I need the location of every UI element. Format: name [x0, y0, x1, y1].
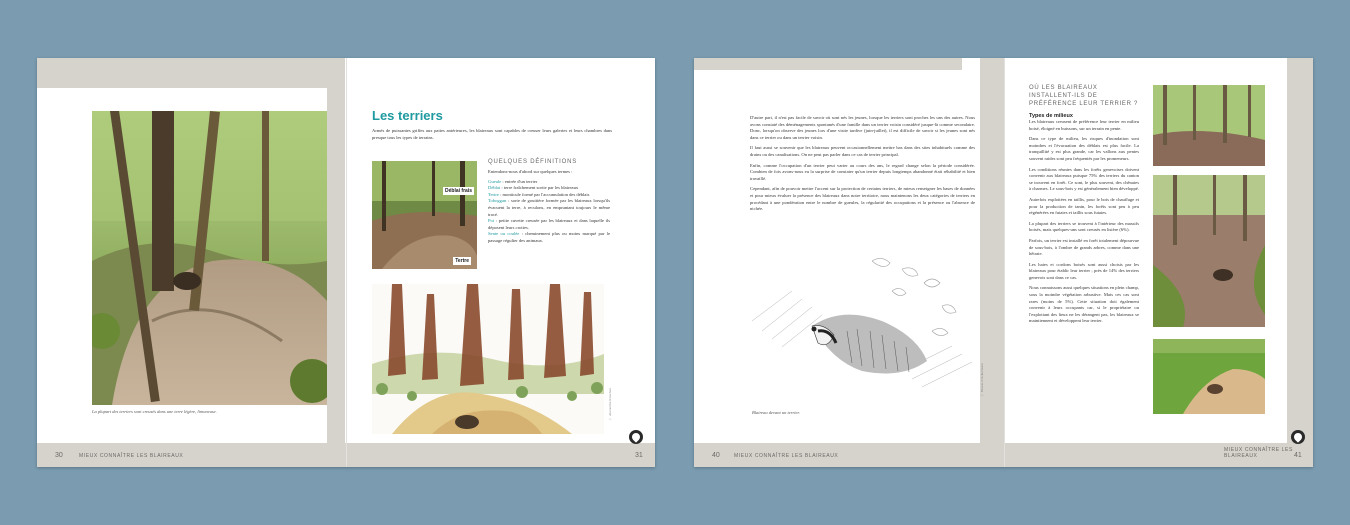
body-paragraph: La plupart des terriers se trouvent à l'intérieur des massifs boisés, mais quelques-uns sont creusés en lisière (6%). — [1029, 220, 1139, 233]
definition-text: : petite cuvette creusée par les blaireaux et dans laquelle ils déposent leurs crottes. — [488, 218, 610, 230]
meadow-burrow-photo — [1153, 339, 1265, 414]
definition-term: Gueule — [488, 178, 502, 184]
body-paragraph: Dans ce type de milieu, les risques d'inondation sont moindres et l'évacuation des déblais est plus facile. La tranquillité y est plus grande, car les vallons aux pentes souvent raides sont peu fréquentés par les promeneurs. — [1029, 136, 1139, 161]
definition-item — [488, 192, 610, 199]
burrow-watercolor-illustration — [372, 284, 604, 434]
section-heading: OÙ LES BLAIREAUX INSTALLENT-ILS DE PRÉFÉRENCE LEUR TERRIER ? — [1029, 85, 1139, 107]
running-head: MIEUX CONNAÎTRE LES BLAIREAUX — [1224, 447, 1293, 459]
definition-item — [488, 218, 610, 231]
intro-paragraph: Armés de puissantes griffes aux pattes antérieures, les blaireaux sont capables de creuser leurs galeries et leurs chambres dans presque tous les types de terrains. — [372, 128, 612, 140]
page-frame-top — [694, 58, 962, 70]
section-title: Les terriers — [372, 108, 443, 123]
publisher-logo-icon — [629, 430, 643, 444]
photo-label-deblai: Déblai frais — [445, 188, 472, 194]
page-frame-top — [37, 58, 327, 88]
book-gutter — [346, 58, 347, 467]
definition-item — [488, 185, 610, 192]
illustration-credit: © Alexandra Krischan — [608, 388, 612, 421]
definitions-intro: Entendons-nous d'abord sur quelques termes : — [488, 169, 573, 174]
definition-text: : entrée d'un terrier — [501, 178, 538, 184]
badger-pencil-sketch — [752, 251, 977, 403]
body-paragraph: D'autre part, il n'est pas facile de savoir où sont nés les jeunes, lorsque les terriers sont proches les uns des autres. Nous avons constaté des déménagements spontanés d'une famille dans un terrier voisin considéré jusque-là comme secondaire. Donc, lorsqu'on observe des jeunes lors d'une visite tardive (juin-juillet), il est difficile de savoir si les jeunes sont nés dans ce terrier ou dans un terrier voisin. — [750, 115, 975, 140]
body-paragraph: Les conditions réunies dans les forêts genevoises doivent convenir aux blaireaux puisque 75% des terriers du canton se trouvent en forêt. Ce sont, le plus souvent, des chênaies à charmes. Le sous-bois y est généralement bien développé. — [1029, 166, 1139, 192]
beech-forest-photo — [1153, 85, 1265, 166]
body-paragraph: Les haies et cordons boisés sont aussi choisis par les blaireaux pour établir leur terrier ; près de 14% des terriers genevois sont dans ce cas. — [1029, 261, 1139, 280]
page-number: 41 — [1294, 452, 1302, 459]
definition-item — [488, 179, 610, 186]
page-frame-side — [1287, 58, 1313, 467]
definition-term: Déblai — [488, 185, 501, 191]
burrow-soil-photo — [372, 161, 477, 269]
page-frame-side — [327, 58, 345, 467]
page-number: 31 — [635, 452, 643, 459]
body-text-column — [750, 115, 975, 217]
definition-item — [488, 231, 610, 244]
sketch-credit: © Dessin d'Ackermann — [980, 363, 984, 397]
definition-text: : cheminement plus ou moins marqué par le passage régulier des animaux. — [488, 231, 610, 243]
definition-term: Pot — [488, 218, 495, 224]
photo-caption: La plupart des terriers sont creusés dans une terre légère, limoneuse. — [92, 409, 217, 414]
book-spread-right — [694, 58, 1313, 467]
book-spread-left — [37, 58, 655, 467]
definition-text: : terre fraîchement sortie par les blaireaux — [500, 185, 579, 191]
body-paragraph: Les blaireaux creusent de préférence leur terrier en milieu boisé, éloigné en buissons, sur un terrain en pente. — [1029, 119, 1139, 131]
burrow-slope-photo — [1153, 175, 1265, 327]
definition-text: : monticule formé par l'accumulation des déblais — [498, 191, 590, 197]
definitions-block — [488, 159, 610, 245]
publisher-logo-icon — [1291, 430, 1305, 444]
page-number: 30 — [55, 452, 63, 459]
sketch-caption: Blaireau devant un terrier. — [752, 410, 800, 415]
body-paragraph: Il faut aussi se souvenir que les blaireaux peuvent occasionnellement mettre bas dans des sites inhabituels comme des drains ou des canalisations. On ne peut pas parler dans ce cas de terrier principal. — [750, 145, 975, 157]
definition-term: Sente ou coulée — [488, 231, 520, 237]
page-frame-side — [980, 58, 1004, 467]
book-gutter — [1004, 58, 1005, 467]
body-paragraph: Enfin, comme l'occupation d'un terrier peut varier au cours des ans, le regard change selon la période considérée. Combien de fois avons-nous eu la surprise de constater qu'un terrier depuis longtemps abandonné était réhabilité et bien travaillé. — [750, 162, 975, 181]
burrow-forest-photo — [92, 111, 327, 405]
definition-text: : sorte de gouttière formée par les blaireaux lorsqu'ils évacuent la terre, à reculons, en empruntant toujours le même tracé. — [488, 198, 610, 217]
body-paragraph: Parfois, un terrier est installé en forêt totalement dépourvue de sous-bois, à l'ombre de grands arbres, comme dans une hêtraie. — [1029, 237, 1139, 257]
running-head: MIEUX CONNAÎTRE LES BLAIREAUX — [734, 453, 839, 459]
page-frame-top — [1004, 58, 1294, 76]
definition-term: Tertre — [488, 191, 499, 197]
body-paragraph: Cependant, afin de pouvoir mettre l'accent sur la protection de certains terriers, de mieux renseigner les bases de données et pour mieux évaluer la présence des blaireaux dans notre territoire, nous maintenons les deux catégories de terriers en procédant à une pondération entre le nombre de gueules, la régularité des occupations et la présence ou l'absence de nichée. — [750, 186, 975, 212]
definition-item — [488, 198, 610, 218]
body-paragraph: Autrefois exploitées en taillis, pour le bois de chauffage et pour la production de tanin, les forêts sont peu à peu régénérées en futaies et taillis sous futaies. — [1029, 196, 1139, 216]
subsection-heading: Types de milieux — [1029, 113, 1073, 119]
body-paragraph: Nous connaissons aussi quelques situations en plein champ, sous la moindre végétation arbustive. Mais ces cas sont rares (moins de 5%). Cette situation doit également convenir à leurs occupants car, si le propriétaire ou l'exploitant des lieux ne les dérangent pas, les blaireaux se maintiennent et développent leur terrier. — [1029, 285, 1139, 324]
page-number: 40 — [712, 452, 720, 459]
running-head: MIEUX CONNAÎTRE LES BLAIREAUX — [79, 453, 184, 459]
definition-term: Toboggan — [488, 198, 507, 204]
body-text-column — [1029, 84, 1139, 329]
definitions-heading: QUELQUES DÉFINITIONS — [488, 159, 578, 165]
photo-label-tertre: Tertre — [455, 258, 469, 264]
